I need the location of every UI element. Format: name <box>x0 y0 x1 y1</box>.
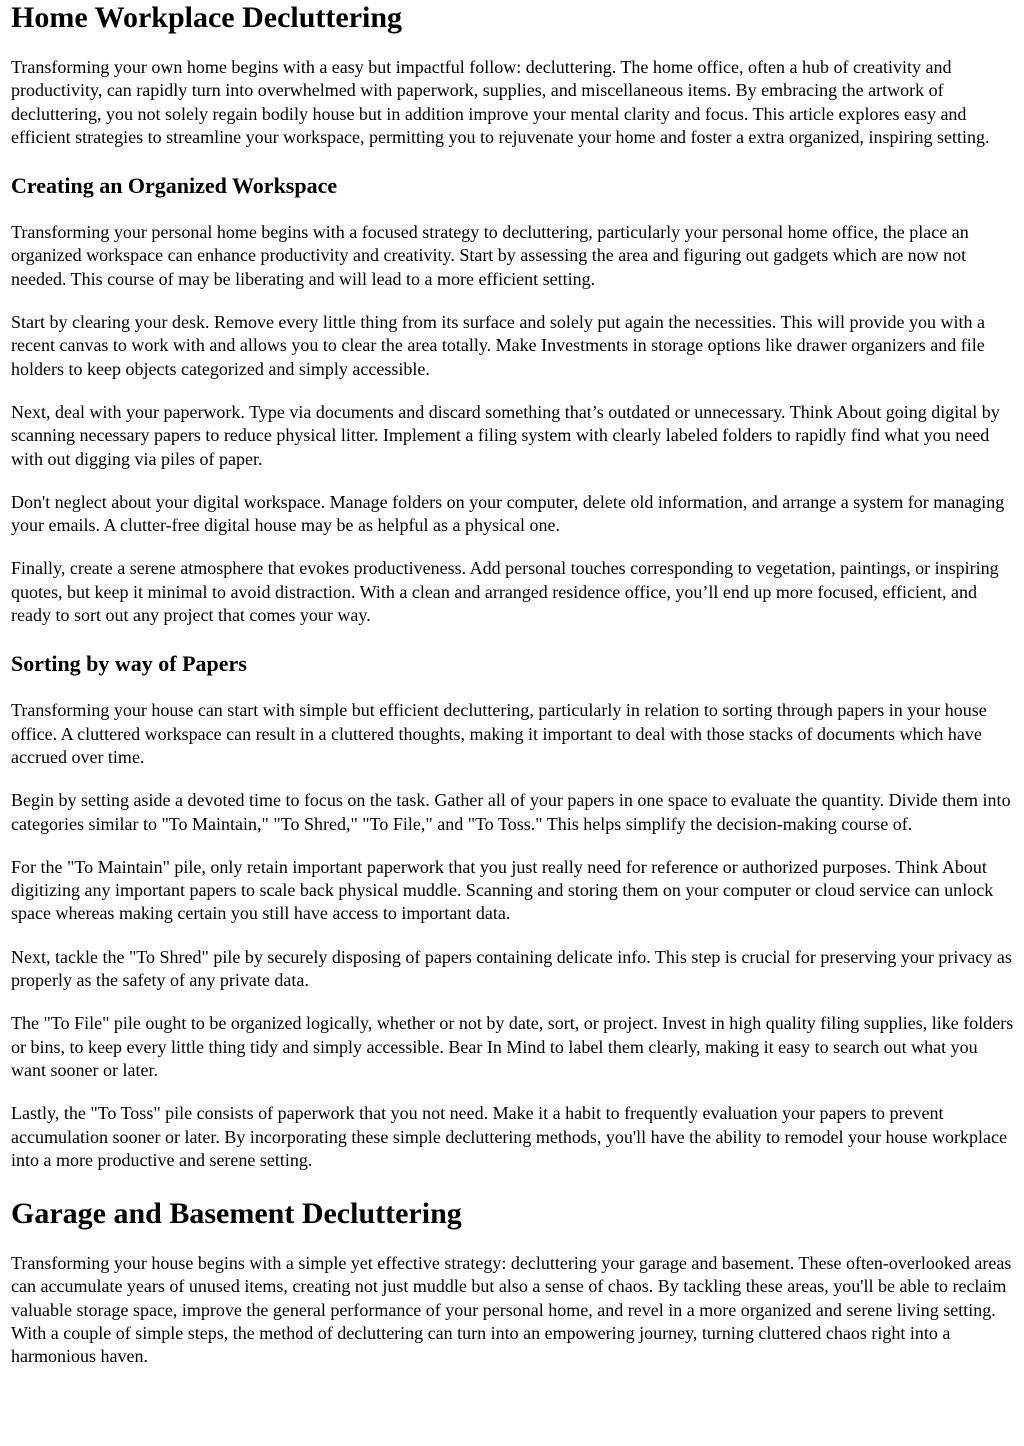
paragraph: Don't neglect about your digital workspace. Manage folders on your computer, delete old information, and arrange a system for managing your emails. A clutter-free digital house may be as helpful as a physical one. <box>11 491 1005 536</box>
paragraph: Next, deal with your paperwork. Type via documents and discard something that’s outdated or unnecessary. Think About going digital by scanning necessary papers to reduce physical litter. Implement a filing system with clearly labeled folders to rapidly find what you need with out digging via piles of paper. <box>11 401 1000 469</box>
paragraph: Start by clearing your desk. Remove every little thing from its surface and solely put again the necessities. This will provide you with a recent canvas to work with and allows you to clear the area totally. Make Investments in storage options like drawer organizers and file holders to keep objects categorized and simply accessible. <box>11 312 985 379</box>
paragraph: Transforming your personal home begins with a focused strategy to decluttering, particularly your personal home office, the place an organized workspace can enhance productivity and creativity. Start by assessing the area and figuring out gadgets which are now not needed. This course of may be liberating and will lead to a more efficient setting. <box>11 222 969 289</box>
subheading-sorting-papers: Sorting by way of Papers <box>11 651 247 677</box>
section-title-garage-basement: Garage and Basement Decluttering <box>11 1197 462 1231</box>
paragraph: Begin by setting aside a devoted time to focus on the task. Gather all of your papers in one space to evaluate the quantity. Divide them into categories similar to "To Maintain," "To Shred," "To File," and "To Toss." This helps simplify the decision-making course of. <box>11 790 1011 834</box>
subheading-organized-workspace: Creating an Organized Workspace <box>11 173 338 199</box>
paragraph: The "To File" pile ought to be organized logically, whether or not by date, sort, or project. Invest in high quality filing supplies, like folders or bins, to keep every little thing tidy and simply accessible. Bear In Mind to label them clearly, making it easy to search out what you want sooner or later. <box>11 1013 1014 1080</box>
paragraph: Next, tackle the "To Shred" pile by securely disposing of papers containing delicate info. This step is crucial for preserving your privacy as properly as the safety of any private data. <box>11 946 1012 991</box>
intro-paragraph: Transforming your own home begins with a easy but impactful follow: decluttering. The home office, often a hub of creativity and productivity, can rapidly turn into overwhelmed with paperwork, supplies, and miscellaneous items. By embracing the artwork of decluttering, you not solely regain bodily house but in addition improve your mental clarity and focus. This article explores easy and efficient strategies to streamline your workspace, permitting you to rejuvenate your home and foster a extra organized, inspiring setting. <box>11 57 990 147</box>
section-title-home-workplace: Home Workplace Decluttering <box>11 1 403 34</box>
intro-paragraph: Transforming your house begins with a simple yet effective strategy: decluttering your garage and basement. These often-overlooked areas can accumulate years of unused items, creating not just muddle but also a sense of chaos. By tackling these areas, you'll be able to reclaim valuable storage space, improve the general performance of your personal home, and revel in a more organized and serene living setting. With a couple of simple steps, the method of decluttering can turn into an empowering journey, turning cluttered chaos right into a harmonious haven. <box>11 1253 1012 1367</box>
paragraph: For the "To Maintain" pile, only retain important paperwork that you just really need for reference or authorized purposes. Think About digitizing any important papers to scale back physical muddle. Scanning and storing them on your computer or cloud service can unlock space whereas making certain you still have access to important data. <box>11 856 994 924</box>
paragraph: Lastly, the "To Toss" pile consists of paperwork that you not need. Make it a habit to frequently evaluation your papers to prevent accumulation sooner or later. By incorporating these simple decluttering methods, you'll have the ability to remodel your house workplace into a more productive and serene setting. <box>11 1103 1007 1170</box>
paragraph: Finally, create a serene atmosphere that evokes productiveness. Add personal touches corresponding to vegetation, paintings, or inspiring quotes, but keep it minimal to avoid distraction. With a clean and arranged residence office, you’ll end up more focused, efficient, and ready to sort out any project that comes your way. <box>11 558 999 626</box>
paragraph: Transforming your house can start with simple but efficient decluttering, particularly in relation to sorting through papers in your house office. A cluttered workspace can result in a cluttered thoughts, making it important to deal with those stacks of documents which have accrued over time. <box>11 700 987 767</box>
